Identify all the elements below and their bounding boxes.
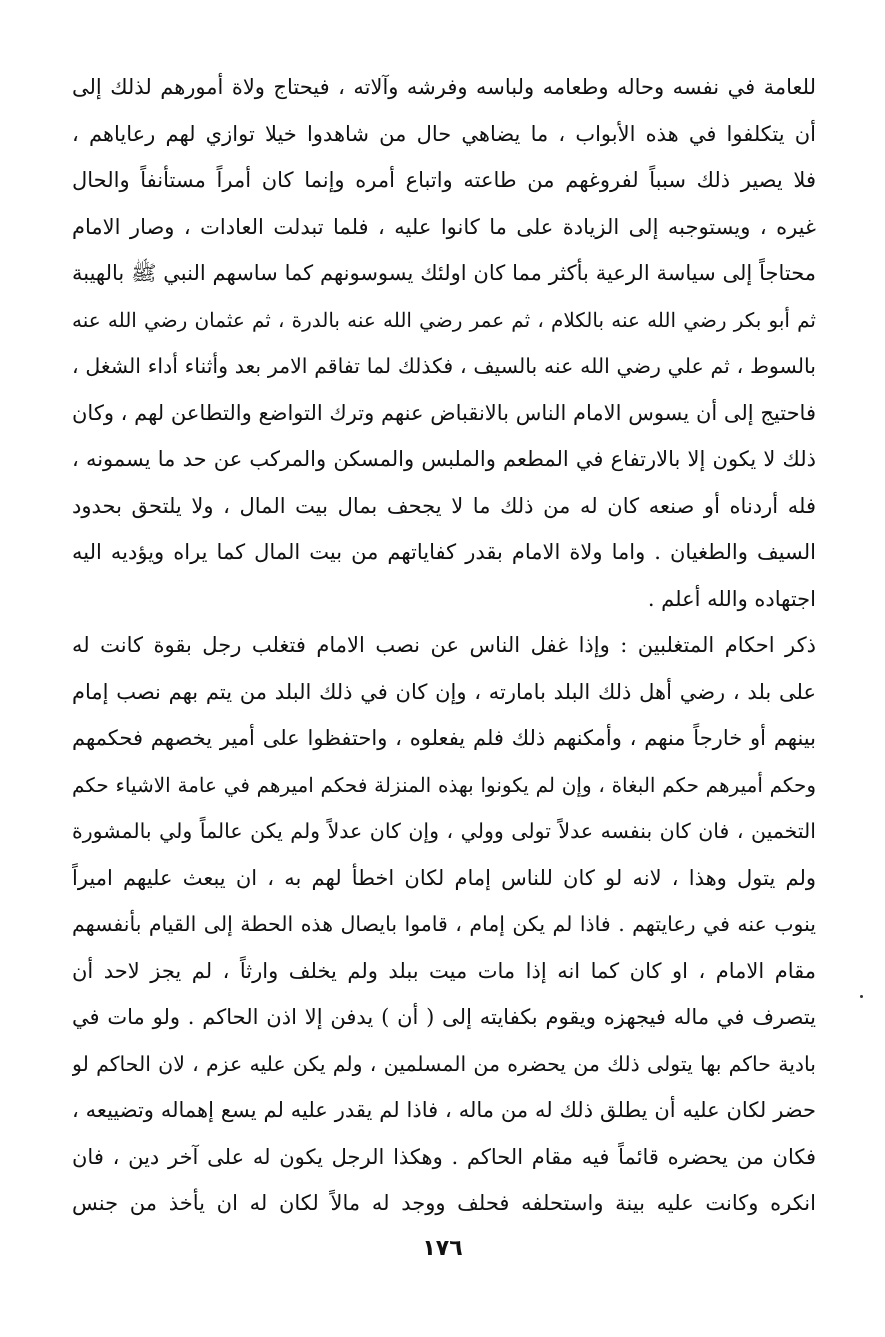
text-line-last: اجتهاده والله أعلم . <box>647 586 816 611</box>
text-line: بالسوط ، ثم علي رضي الله عنه بالسيف ، فكذلك لما تفاقم الامر بعد وأثناء أداء الشغل ، <box>72 354 816 378</box>
text-line: يتصرف في ماله فيجهزه ويقوم بكفايته إلى ( أن ) يدفن إلا اذن الحاكم . ولو مات في <box>72 1005 816 1029</box>
text-line: ولم يتول وهذا ، لانه لو كان للناس إمام لكان اخطأ لهم به ، ان يبعث عليهم اميراً <box>72 865 816 890</box>
text-line: ثم أبو بكر رضي الله عنه بالكلام ، ثم عمر رضي الله عنه بالدرة ، ثم عثمان رضي الله عنه <box>72 307 816 332</box>
text-line: فله أردناه أو صنعه كان له من ذلك ما لا يجحف بمال بيت المال ، ولا يلتحق بحدود <box>72 493 816 518</box>
text-line: مقام الامام ، او كان كما انه إذا مات ميت ببلد ولم يخلف وارثاً ، لم يجز لاحد أن <box>72 958 816 983</box>
text-line: ينوب عنه في رعايتهم . فاذا لم يكن إمام ، قاموا بايصال هذه الحطة إلى القيام بأنفسهم <box>72 912 816 936</box>
text-line: فلا يصير ذلك سبباً لفروغهم من طاعته واتباع أمره وإنما كان أمراً مستأنفاً والحال <box>72 168 816 192</box>
paragraph-1 <box>72 64 816 622</box>
text-line: انكره وكانت عليه بينة واستحلفه فحلف ووجد له مالاً لكان له ان يأخذ من جنس <box>72 1191 816 1215</box>
text-line: فاحتيج إلى أن يسوس الامام الناس بالانقباض عنهم وترك التواضع والتطاعن لهم ، وكان <box>72 400 816 425</box>
text-line: على بلد ، رضي أهل ذلك البلد بامارته ، وإن كان في ذلك البلد من يتم بهم نصب إمام <box>72 679 816 704</box>
text-line: التخمين ، فان كان بنفسه عدلاً تولى وولي ، وإن كان عدلاً ولم يكن عالماً ولي بالمشورة <box>72 819 816 843</box>
text-line: حضر لكان عليه أن يطلق ذلك له من ماله ، فاذا لم يقدر عليه لم يسع إهماله وتضييعه ، <box>72 1098 816 1122</box>
text-line: غيره ، ويستوجبه إلى الزيادة على ما كانوا عليه ، فلما تبدلت العادات ، وصار الامام <box>72 214 816 239</box>
ink-speck <box>860 995 863 998</box>
text-line: للعامة في نفسه وحاله وطعامه ولباسه وفرشه وآلاته ، فيحتاج ولاة أمورهم لذلك إلى <box>72 75 816 99</box>
paragraph-2 <box>72 622 816 1227</box>
text-line: السيف والطغيان . واما ولاة الامام بقدر كفاياتهم من بيت المال كما يراه ويؤديه اليه <box>72 540 816 564</box>
text-line: بينهم أو خارجاً منهم ، وأمكنهم ذلك فلم يفعلوه ، واحتفظوا على أمير يخصهم فحكمهم <box>72 726 816 750</box>
text-line: محتاجاً إلى سياسة الرعية بأكثر مما كان اولئك يسوسونهم كما ساسهم النبي ﷺ بالهيبة <box>72 261 816 285</box>
page-number: ١٧٦ <box>422 1236 463 1261</box>
text-line: فكان من يحضره قائماً فيه مقام الحاكم . وهكذا الرجل يكون له على آخر دين ، فان <box>72 1144 816 1169</box>
text-line: بادية حاكم بها يتولى ذلك من يحضره من المسلمين ، ولم يكن عليه عزم ، لان الحاكم لو <box>72 1051 816 1076</box>
text-line: ذكر احكام المتغلبين : وإذا غفل الناس عن نصب الامام فتغلب رجل بقوة كانت له <box>72 633 816 657</box>
text-line: أن يتكلفوا في هذه الأبواب ، ما يضاهي حال من شاهدوا خيلا توازي لهم رعاياهم ، <box>72 121 816 146</box>
text-line: وحكم أميرهم حكم البغاة ، وإن لم يكونوا بهذه المنزلة فحكم اميرهم في عامة الاشياء حكم <box>72 772 816 797</box>
text-line: ذلك لا يكون إلا بالارتفاع في المطعم والملبس والمسكن والمركب عن حد ما يسمونه ، <box>72 447 816 471</box>
